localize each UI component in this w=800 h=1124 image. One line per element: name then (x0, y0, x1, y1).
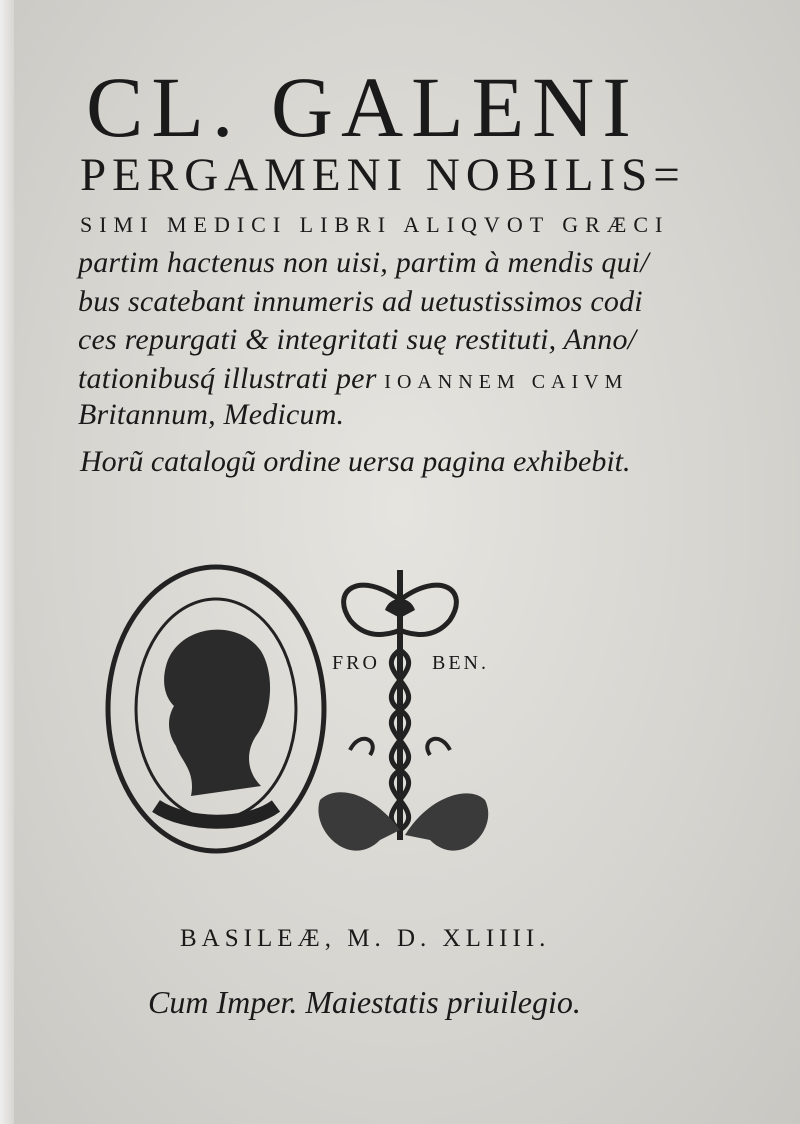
privilege-line: Cum Imper. Maiestatis priuilegio. (148, 984, 581, 1020)
catalog-line: Horũ catalogũ ordine uersa pagina exhibebit. (80, 445, 631, 478)
device-label-right: BEN. (432, 652, 489, 674)
stamp-ribbon (156, 806, 276, 822)
dove-icon (385, 599, 415, 618)
body-line-2: bus scatebant innumeris ad uetustissimos codi (78, 285, 643, 318)
body-line-4 (78, 362, 628, 399)
title-galeni: CL. GALENI (86, 59, 639, 155)
printers-device (290, 540, 530, 890)
title-medici: SIMI MEDICI LIBRI ALIQVOT GRÆCI (80, 212, 670, 237)
right-hand-icon (405, 793, 488, 850)
author-name: IOANNEM CAIVM (384, 371, 629, 393)
body-line-4-text: tationibusq́ illustrati per (78, 362, 377, 395)
device-label-left: FRO (332, 652, 380, 674)
imprint-line: BASILEÆ, M. D. XLIIII. (180, 925, 551, 952)
page-edge (0, 0, 14, 1124)
body-line-3: ces repurgati & integritati suę restituti, Anno/ (78, 323, 637, 356)
left-hand-icon (318, 792, 400, 850)
body-line-5: Britannum, Medicum. (78, 398, 345, 431)
title-pergameni: PERGAMENI NOBILIS= (80, 149, 686, 201)
body-line-1: partim hactenus non uisi, partim à mendis qui/ (78, 246, 649, 279)
profile-head-icon (164, 630, 270, 796)
